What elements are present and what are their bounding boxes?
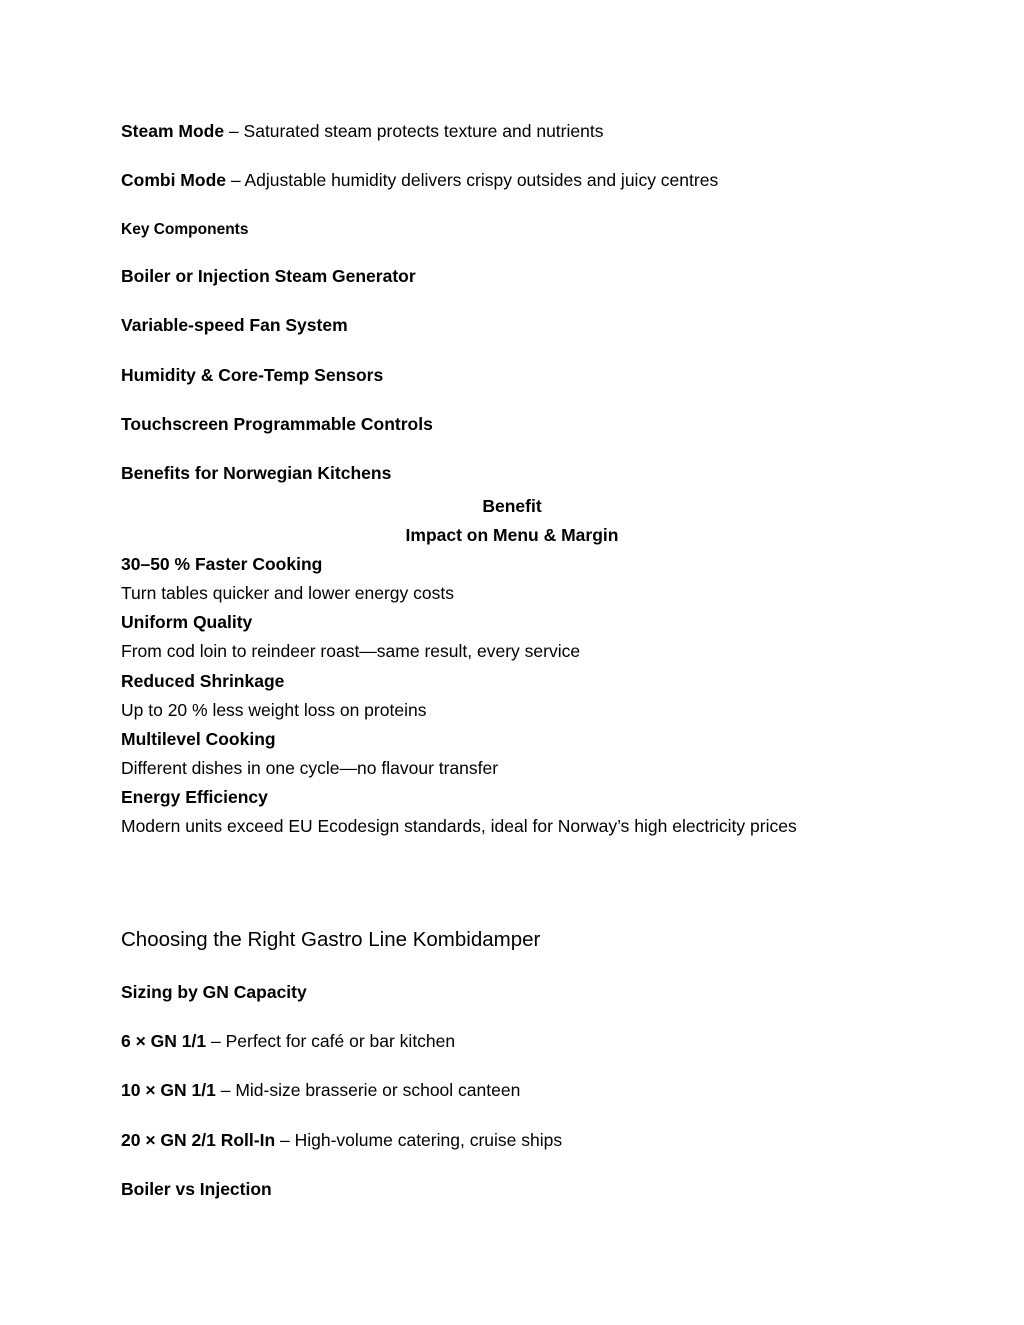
size-option [121, 1030, 455, 1052]
benefit-name: Uniform Quality [121, 612, 253, 632]
benefit-impact: Different dishes in one cycle—no flavour transfer [121, 758, 499, 778]
size-option [121, 1129, 562, 1151]
size-term: 6 × GN 1/1 [121, 1031, 207, 1051]
size-term: 20 × GN 2/1 Roll-In [121, 1130, 276, 1150]
document-page [121, 0, 903, 1325]
steam-mode-line [121, 120, 603, 142]
benefit-impact: From cod loin to reindeer roast—same result, every service [121, 641, 581, 661]
component-item: Variable-speed Fan System [121, 315, 348, 335]
size-term: 10 × GN 1/1 [121, 1080, 216, 1100]
key-components-heading: Key Components [121, 221, 249, 238]
component-item: Boiler or Injection Steam Generator [121, 266, 416, 286]
size-desc: – Perfect for café or bar kitchen [206, 1031, 456, 1051]
component-item: Touchscreen Programmable Controls [121, 414, 433, 434]
benefit-column-header: Benefit [482, 496, 542, 516]
size-desc: – Mid-size brasserie or school canteen [215, 1080, 521, 1100]
boiler-heading: Boiler vs Injection [121, 1179, 272, 1199]
combi-mode-desc: – Adjustable humidity delivers crispy outsides and juicy centres [226, 170, 719, 190]
component-item: Humidity & Core-Temp Sensors [121, 365, 384, 385]
section-title: Choosing the Right Gastro Line Kombidamper [121, 928, 541, 951]
impact-column-header: Impact on Menu & Margin [405, 525, 619, 545]
size-option [121, 1079, 520, 1101]
benefit-name: Multilevel Cooking [121, 729, 276, 749]
combi-mode-term: Combi Mode [121, 170, 226, 190]
benefit-impact: Turn tables quicker and lower energy costs [121, 583, 454, 603]
sizing-heading: Sizing by GN Capacity [121, 982, 307, 1002]
size-desc: – High-volume catering, cruise ships [275, 1130, 563, 1150]
benefit-name: 30–50 % Faster Cooking [121, 554, 323, 574]
benefits-heading: Benefits for Norwegian Kitchens [121, 463, 392, 483]
benefit-name: Energy Efficiency [121, 787, 268, 807]
benefit-impact: Modern units exceed EU Ecodesign standards, ideal for Norway’s high electricity prices [121, 816, 797, 836]
steam-mode-term: Steam Mode [121, 121, 225, 141]
combi-mode-line [121, 169, 718, 191]
steam-mode-desc: – Saturated steam protects texture and nutrients [224, 121, 604, 141]
benefit-name: Reduced Shrinkage [121, 671, 285, 691]
benefit-impact: Up to 20 % less weight loss on proteins [121, 700, 427, 720]
